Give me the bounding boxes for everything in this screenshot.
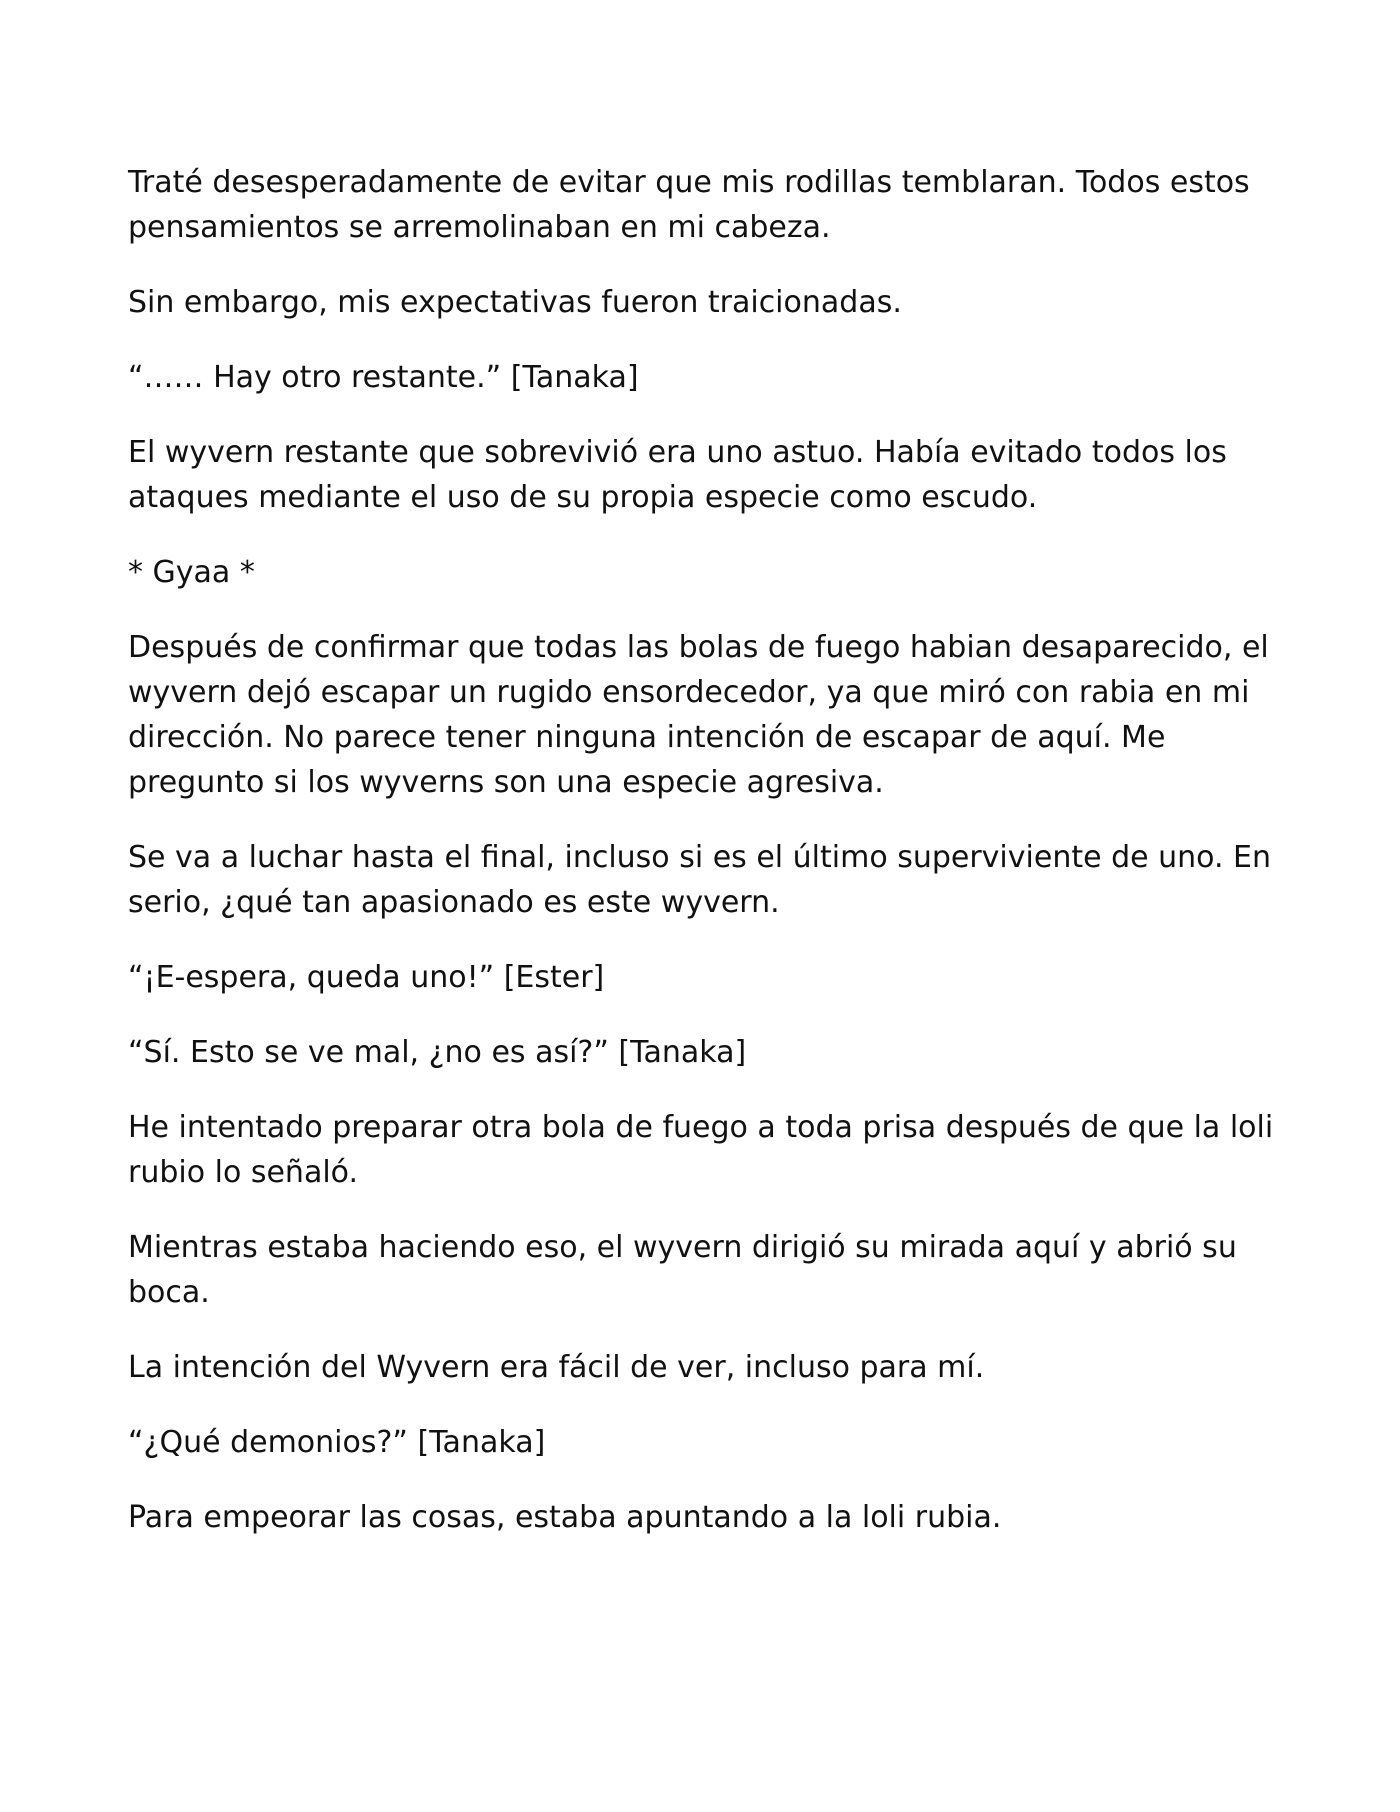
paragraph-9: “Sí. Esto se ve mal, ¿no es así?” [Tanaka] (128, 1035, 747, 1070)
paragraph-5: * Gyaa * (128, 555, 255, 590)
paragraph-14: Para empeorar las cosas, estaba apuntando a la loli rubia. (128, 1500, 1002, 1535)
paragraph-2: Sin embargo, mis expectativas fueron traicionadas. (128, 285, 902, 320)
paragraph-8: “¡E-espera, queda uno!” [Ester] (128, 960, 605, 995)
paragraph-11: Mientras estaba haciendo eso, el wyvern dirigió su mirada aquí y abrió su boca. (128, 1230, 1237, 1310)
paragraph-1: Traté desesperadamente de evitar que mis rodillas temblaran. Todos estos pensamientos se arremolinaban en mi cabeza. (128, 165, 1250, 245)
paragraph-6: Después de confirmar que todas las bolas de fuego habian desaparecido, el wyvern dejó escapar un rugido ensordecedor, ya que miró con rabia en mi dirección. No parece tener ninguna intención de escapar de aquí. Me pregunto si los wyverns son una especie agresiva. (128, 630, 1269, 800)
paragraph-13: “¿Qué demonios?” [Tanaka] (128, 1425, 546, 1460)
paragraph-12: La intención del Wyvern era fácil de ver, incluso para mí. (128, 1350, 985, 1385)
paragraph-7: Se va a luchar hasta el final, incluso si es el último superviviente de uno. En serio, ¿qué tan apasionado es este wyvern. (128, 840, 1272, 920)
paragraph-10: He intentado preparar otra bola de fuego a toda prisa después de que la loli rubio lo señaló. (128, 1110, 1274, 1190)
paragraph-4: El wyvern restante que sobrevivió era uno astuo. Había evitado todos los ataques mediante el uso de su propia especie como escudo. (128, 435, 1227, 515)
document-body (128, 160, 1278, 1570)
paragraph-3: “…… Hay otro restante.” [Tanaka] (128, 360, 639, 395)
